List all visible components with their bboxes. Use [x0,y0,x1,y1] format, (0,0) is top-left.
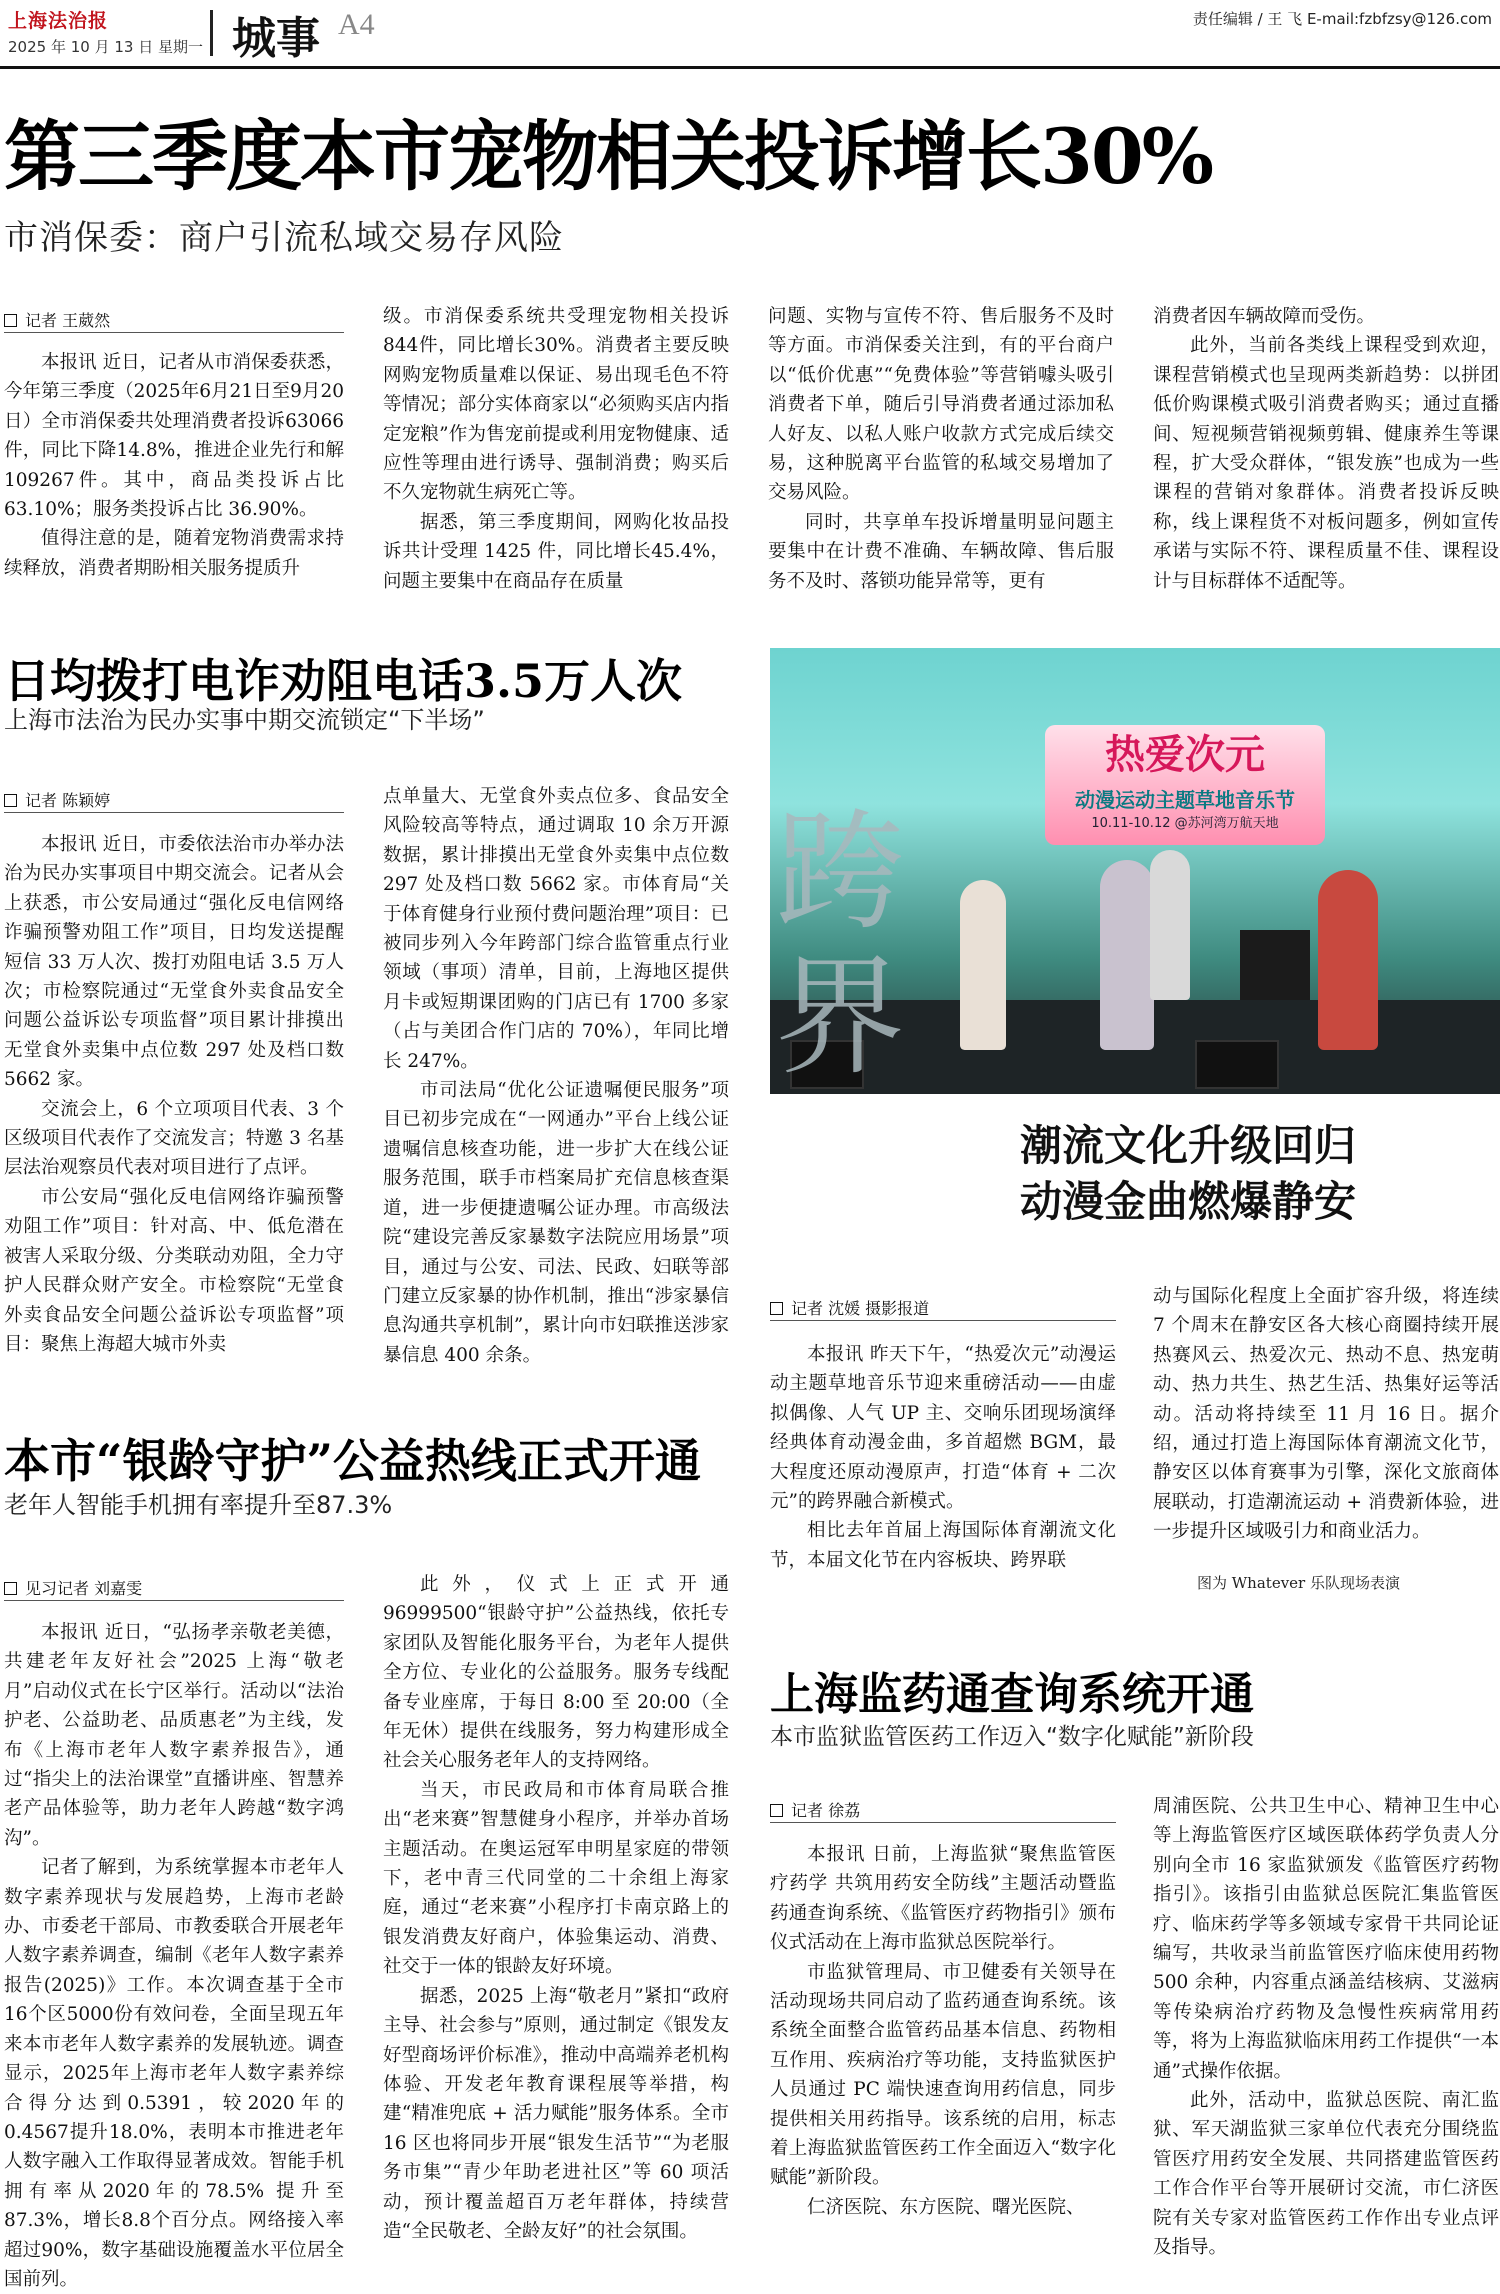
paragraph: 此外，仪式上正式开通 96999500“银龄守护”公益热线，依托专家团队及智能化服务平台，为老年人提供全方位、专业化的公益服务。服务专线配备专业座席，于每日 8:00 至 20:00（全年无休）提供在线服务，努力构建形成全社会关心服务老年人的支持网络。 [383,1574,729,1772]
stage-monitor [1195,1040,1279,1089]
festival-sign-title: 热爱次元 [1105,732,1265,778]
article4-headline [1020,1118,1356,1230]
paragraph: 本报讯 日前，上海监狱“聚焦监管医疗药学 共筑用药安全防线”主题活动暨监药通查询系统、《监管医疗药物指引》颁布仪式活动在上海市监狱总医院举行。 [770,1844,1116,1954]
article4-headline-line: 动漫金曲燃爆静安 [1020,1177,1357,1226]
article3-headline: 本市“银龄守护”公益热线正式开通 [4,1434,701,1488]
article5-headline: 上海监药通查询系统开通 [770,1669,1254,1720]
article5-byline [770,1798,860,1821]
article4-column-1 [770,1340,1116,1605]
paragraph: 级。市消保委系统共受理宠物相关投诉844件，同比增长30%。消费者主要反映网购宠物质量难以保证、易出现毛色不符等情况；部分实体商家以“必须购买店内指定宠粮”作为售宠前提或利用宠物健康、适应性等理由进行诱导、强制消费；购买后不久宠物就生病死亡等。 [383,306,729,504]
byline-box-icon [770,1804,783,1817]
byline-text: 见习记者 刘嘉雯 [25,1579,143,1598]
calligraphy-char: 界 [775,941,906,1093]
article3-column-1 [4,1618,344,2290]
article1-byline [4,308,110,331]
paragraph: 相比去年首届上海国际体育潮流文化节，本届文化节在内容板块、跨界联 [770,1520,1116,1571]
article1-column-2 [383,302,729,590]
editor-credit: 责任编辑 / 王 飞 E-mail:fzbfzsy@126.com [1192,10,1492,28]
page-number: A4 [338,8,375,41]
photo-caption: 图为 Whatever 乐队现场表演 [1197,1574,1400,1592]
article5-subheadline: 本市监狱监管医药工作迈入“数字化赋能”新阶段 [770,1724,1254,1750]
byline-text: 记者 徐荔 [791,1801,861,1820]
byline-text: 记者 王葳然 [25,311,111,330]
byline-box-icon [4,1582,17,1595]
section-name: 城事 [232,13,320,64]
paragraph: 值得注意的是，随着宠物消费需求持续释放，消费者期盼相关服务提质升 [4,528,344,579]
paragraph: 据悉，2025 上海“敬老月”紧扣“政府主导、社会参与”原则，通过制定《银发友好型商场评价标准》，推动中高端养老机构体验、开发老年教育课程展等举措，构建“精准兜底 + 活力赋能”服务体系。全市 16 区也将同步开展“银发生活节”“为老服务市集”“青少年助老进社区”等 60 项活动，预计覆盖超百万老年群体，持续营造“全民敬老、全龄友好”的社会氛围。 [383,1985,729,2242]
keyboard-stand [1240,930,1310,1000]
paragraph: 市监狱管理局、市卫健委有关领导在活动现场共同启动了监药通查询系统。该系统全面整合监管药品基本信息、药物相互作用、疾病治疗等功能，支持监狱医护人员通过 PC 端快速查询用药信息，同步提供相关用药指导。该系统的启用，标志着上海监狱监管医药工作全面迈入“数字化赋能”新阶段。 [770,1961,1116,2189]
article4-byline [770,1296,929,1319]
performer-figure [960,880,1006,1050]
article2-byline-rule [4,812,344,813]
article1-column-4 [1153,302,1499,590]
paragraph: 本报讯 近日，市委依法治市办举办法治为民办实事项目中期交流会。记者从会上获悉，市公安局通过“强化反电信网络诈骗预警劝阻工作”项目，日均发送提醒短信 33 万人次、拨打劝阻电话 3.5 万人次；市检察院通过“无堂食外卖食品安全问题公益诉讼专项监督”项目累计排摸出无堂食外卖集中点位数 297 处及档口数 5662 家。 [4,834,344,1091]
paragraph: 问题、实物与宣传不符、售后服务不及时等方面。市消保委关注到，有的平台商户以“低价优惠”“免费体验”等营销噱头吸引消费者下单，随后引导消费者通过添加私人好友、以私人账户收款方式完成后续交易，这种脱离平台监管的私域交易增加了交易风险。 [768,306,1114,504]
paragraph: 仁济医院、东方医院、曙光医院、 [807,2196,1085,2218]
issue-date: 2025 年 10 月 13 日 星期一 [8,38,203,56]
masthead-divider [210,10,213,56]
paragraph: 记者了解到，为系统掌握本市老年人数字素养现状与发展趋势，上海市老龄办、市委老干部局、市教委联合开展老年人数字素养调查，编制《老年人数字素养报告(2025)》工作。本次调查基于全市16个区5000份有效问卷，全面呈现五年来本市老年人数字素养的发展轨迹。调查显示，2025年上海市老年人数字素养综合得分达到0.5391，较2020年的0.4567提升18.0%，表明本市推进老年人数字融入工作取得显著成效。智能手机拥有率从2020年的78.5% 提升至87.3%，增长8.8个百分点。网络接入率超过90%，数字基础设施覆盖水平位居全国前列。 [4,1857,344,2290]
article4-headline-line: 潮流文化升级回归 [1020,1121,1357,1170]
byline-box-icon [4,314,17,327]
paragraph: 消费者因车辆故障而受伤。 [1153,306,1376,327]
festival-sign-date: 10.11-10.12 @苏河湾万航天地 [1091,816,1279,831]
paragraph: 点单量大、无堂食外卖点位多、食品安全风险较高等特点，通过调取 10 余万开源数据，累计排摸出无堂食外卖集中点位数 297 处及档口数 5662 家。市体育局“关于体育健身行业预付费问题治理”项目：已被同步列入今年跨部门综合监管重点行业领域（事项）清单，目前，上海地区提供月卡或短期课团购的门店已有 1700 多家（占与美团合作门店的 70%），年同比增长 247%。 [383,786,729,1072]
article1-byline-rule [4,332,344,333]
article3-byline-rule [4,1600,344,1601]
article2-column-1 [4,830,344,1370]
article1-subheadline: 市消保委：商户引流私域交易存风险 [4,218,564,258]
article1-column-3 [768,302,1114,590]
byline-text: 记者 沈媛 摄影报道 [791,1299,930,1318]
festival-sign-subtitle: 动漫运动主题草地音乐节 [1075,788,1295,812]
article3-column-2 [383,1570,729,2248]
paragraph: 市司法局“优化公证遗嘱便民服务”项目已初步完成在“一网通办”平台上线公证遗嘱信息核查功能，进一步扩大在线公证服务范围，联手市档案局扩充信息核查渠道，进一步便捷遗嘱公证办理。市高级法院“建设完善反家暴数字法院应用场景”项目，通过与公安、司法、民政、妇联等部门建立反家暴的协作机制，推出“涉家暴信息沟通共享机制”，累计向市妇联推送涉家暴信息 400 余条。 [383,1080,729,1366]
calligraphy-decoration [775,796,906,1230]
article2-column-2 [383,782,729,1370]
paragraph: 市公安局“强化反电信网络诈骗预警劝阻工作”项目：针对高、中、低危潜在被害人采取分级、分类联动劝阻，全力守护人民群众财产安全。市检察院“无堂食外卖食品安全问题公益诉讼专项监督”项目：聚焦上海超大城市外卖 [4,1186,344,1355]
article5-column-1 [770,1840,1116,2248]
paragraph: 当天，市民政局和市体育局联合推出“老来赛”智慧健身小程序，并举办首场主题活动。在奥运冠军申明星家庭的带领下，老中青三代同堂的二十余组上海家庭，通过“老来赛”小程序打卡南京路上的银发消费友好商户，体验集运动、消费、社交于一体的银龄友好环境。 [383,1779,729,1978]
byline-text: 记者 陈颖婷 [25,791,111,810]
paragraph: 此外，活动中，监狱总医院、南汇监狱、军天湖监狱三家单位代表充分围绕监管医疗用药安全发展、共同搭建监管医药工作合作平台等开展研讨交流，市仁济医院有关专家对监管医药工作作出专业点评及指导。 [1153,2090,1499,2259]
article2-headline: 日均拨打电诈劝阻电话3.5万人次 [4,654,683,708]
performer-figure [1150,850,1190,1000]
festival-sign [1045,725,1325,845]
article5-byline-rule [770,1822,1116,1823]
performer-figure [1318,870,1378,1050]
article4-byline-rule [770,1320,1116,1321]
paragraph: 周浦医院、公共卫生中心、精神卫生中心等上海监管医疗区域医联体药学负责人分别向全市 16 家监狱颁发《监管医疗药物指引》。该指引由监狱总医院汇集监管医疗、临床药学等多领域专家骨干共同论证编写，共收录当前监管医疗临床使用药物 500 余种，内容重点涵盖结核病、艾滋病等传染病治疗药物及急慢性疾病常用药等，将为上海监狱临床用药工作提供“一本通”式操作依据。 [1153,1796,1499,2082]
performer-figure [1100,860,1154,1050]
paragraph: 本报讯 昨天下午，“热爱次元”动漫运动主题草地音乐节迎来重磅活动——由虚拟偶像、人气 UP 主、交响乐团现场演绎经典体育动漫金曲，多首超燃 BGM，最大程度还原动漫原声，打造“体育 + 二次元”的跨界融合新模式。 [770,1344,1116,1513]
article1-headline: 第三季度本市宠物相关投诉增长30% [4,112,1212,201]
newspaper-logo: 上海法治报 [8,10,109,32]
paragraph: 据悉，第三季度期间，网购化妆品投诉共计受理 1425 件，同比增长45.4%，问题主要集中在商品存在质量 [383,511,729,592]
calligraphy-char: 跨 [775,796,906,948]
paragraph: 同时，共享单车投诉增量明显问题主要集中在计费不准确、车辆故障、售后服务不及时、落锁功能异常等，更有 [768,511,1114,592]
paragraph: 本报讯 近日，“弘扬孝亲敬老美德，共建老年友好社会”2025 上海“敬老月”启动仪式在长宁区举行。活动以“法治护老、公益助老、品质惠老”为主线，发布《上海市老年人数字素养报告》，通过“指尖上的法治课堂”直播讲座、智慧养老产品体验等，助力老年人跨越“数字鸿沟”。 [4,1622,344,1849]
paragraph: 动与国际化程度上全面扩容升级，将连续 7 个周末在静安区各大核心商圈持续开展热赛风云、热爱次元、热动不息、热宠萌动、热力共生、热艺生活、热集好运等活动。活动将持续至 11 月 16 日。据介绍，通过打造上海国际体育潮流文化节，静安区以体育赛事为引擎，深化文旅商体展联动，打造潮流运动 + 消费新体验，进一步提升区域吸引力和商业活力。 [1153,1286,1499,1543]
article2-byline [4,788,110,811]
article5-column-2 [1153,1792,1499,2259]
paragraph: 交流会上，6 个立项项目代表、3 个区级项目代表作了交流发言；特邀 3 名基层法治观察员代表对项目进行了点评。 [4,1098,344,1179]
article3-byline [4,1576,142,1599]
article4-column-2 [1153,1282,1499,1572]
article1-column-1 [4,348,344,590]
article2-subheadline: 上海市法治为民办实事中期交流锁定“下半场” [4,706,485,734]
byline-box-icon [770,1302,783,1315]
article3-subheadline: 老年人智能手机拥有率提升至87.3% [4,1491,393,1519]
byline-box-icon [4,794,17,807]
paragraph: 此外，当前各类线上课程受到欢迎，课程营销模式也呈现两类新趋势：以拼团低价购课模式吸引消费者购买；通过直播间、短视频营销视频剪辑、健康养生等课程，扩大受众群体，“银发族”也成为一些课程的营销对象群体。消费者投诉反映称，线上课程货不对板问题多，例如宣传承诺与实际不符、课程质量不佳、课程设计与目标群体不适配等。 [1153,335,1499,592]
masthead-rule [0,66,1500,69]
paragraph: 本报讯 近日，记者从市消保委获悉，今年第三季度（2025年6月21日至9月20日）全市消保委共处理消费者投诉63066件，同比下降14.8%，推进企业先行和解109267件。其中，商品类投诉占比63.10%；服务类投诉占比 36.90%。 [4,352,344,521]
